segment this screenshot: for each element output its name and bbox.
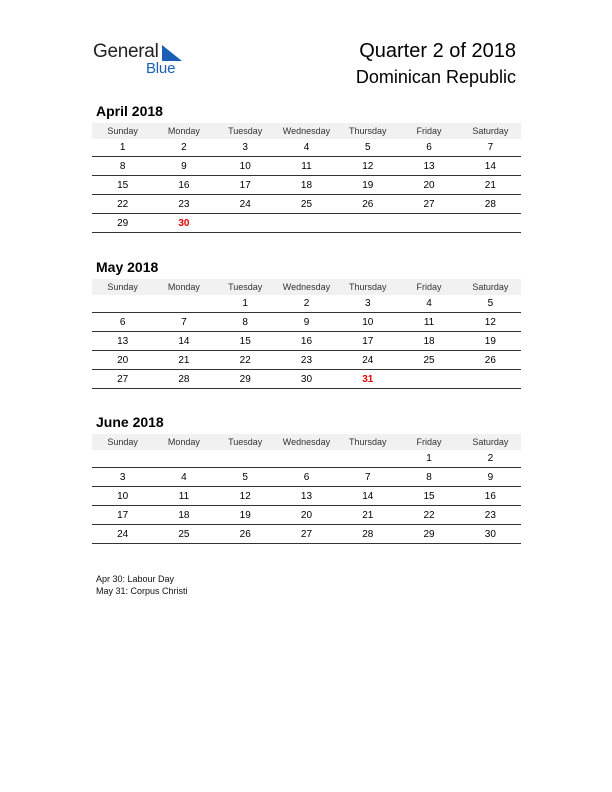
date-cell: 16 <box>460 487 521 506</box>
month-calendar-april <box>92 103 521 233</box>
date-cell: 16 <box>276 332 337 351</box>
date-cell: 3 <box>337 295 398 313</box>
date-cell: 11 <box>398 313 459 332</box>
date-cell: 10 <box>337 313 398 332</box>
weekday-label: Friday <box>398 123 459 139</box>
date-cell: 23 <box>153 195 214 214</box>
holiday-date-cell: 30 <box>153 214 214 233</box>
date-cell: 4 <box>153 468 214 487</box>
date-cell: 14 <box>153 332 214 351</box>
calendar-weeks <box>92 139 521 233</box>
date-cell: 18 <box>276 176 337 195</box>
date-cell: 29 <box>92 214 153 233</box>
week-row <box>92 370 521 389</box>
brand-logo <box>93 41 193 81</box>
date-cell: 7 <box>337 468 398 487</box>
empty-cell <box>276 214 337 233</box>
weekday-header-row <box>92 123 521 139</box>
date-cell: 11 <box>153 487 214 506</box>
month-title: May 2018 <box>96 259 159 275</box>
date-cell: 18 <box>398 332 459 351</box>
weekday-label: Wednesday <box>276 123 337 139</box>
date-cell: 19 <box>460 332 521 351</box>
date-cell: 9 <box>460 468 521 487</box>
week-row <box>92 176 521 195</box>
date-cell: 13 <box>92 332 153 351</box>
date-cell: 27 <box>92 370 153 389</box>
weekday-label: Thursday <box>337 279 398 295</box>
date-cell: 10 <box>215 157 276 176</box>
date-cell: 29 <box>398 525 459 544</box>
date-cell: 22 <box>398 506 459 525</box>
date-cell: 20 <box>398 176 459 195</box>
calendar-weeks <box>92 295 521 389</box>
date-cell: 6 <box>92 313 153 332</box>
date-cell: 28 <box>460 195 521 214</box>
date-cell: 30 <box>276 370 337 389</box>
date-cell: 6 <box>398 139 459 157</box>
date-cell: 28 <box>337 525 398 544</box>
date-cell: 9 <box>153 157 214 176</box>
weekday-label: Thursday <box>337 123 398 139</box>
calendar-table <box>92 279 521 389</box>
week-row <box>92 351 521 370</box>
date-cell: 2 <box>276 295 337 313</box>
weekday-label: Saturday <box>460 434 521 450</box>
country-name: Dominican Republic <box>355 67 516 87</box>
week-row <box>92 487 521 506</box>
month-calendar-may <box>92 259 521 389</box>
date-cell: 1 <box>398 450 459 468</box>
weekday-label: Monday <box>153 434 214 450</box>
date-cell: 15 <box>92 176 153 195</box>
week-row <box>92 506 521 525</box>
date-cell: 9 <box>276 313 337 332</box>
empty-cell <box>398 370 459 389</box>
weekday-label: Sunday <box>92 434 153 450</box>
empty-cell <box>337 214 398 233</box>
date-cell: 19 <box>337 176 398 195</box>
empty-cell <box>337 450 398 468</box>
date-cell: 18 <box>153 506 214 525</box>
empty-cell <box>92 450 153 468</box>
weekday-label: Tuesday <box>215 434 276 450</box>
empty-cell <box>460 370 521 389</box>
date-cell: 21 <box>153 351 214 370</box>
empty-cell <box>92 295 153 313</box>
date-cell: 28 <box>153 370 214 389</box>
weekday-label: Sunday <box>92 279 153 295</box>
calendar-weeks <box>92 450 521 544</box>
weekday-label: Friday <box>398 434 459 450</box>
holiday-note: Apr 30: Labour Day <box>96 574 175 584</box>
date-cell: 11 <box>276 157 337 176</box>
weekday-label: Thursday <box>337 434 398 450</box>
date-cell: 20 <box>276 506 337 525</box>
date-cell: 7 <box>460 139 521 157</box>
date-cell: 3 <box>92 468 153 487</box>
date-cell: 5 <box>337 139 398 157</box>
date-cell: 12 <box>215 487 276 506</box>
month-title: April 2018 <box>96 103 163 119</box>
weekday-label: Tuesday <box>215 279 276 295</box>
date-cell: 26 <box>337 195 398 214</box>
date-cell: 22 <box>215 351 276 370</box>
date-cell: 17 <box>92 506 153 525</box>
month-calendar-june <box>92 414 521 544</box>
logo-text-general: General <box>93 41 159 62</box>
week-row <box>92 195 521 214</box>
empty-cell <box>215 450 276 468</box>
date-cell: 6 <box>276 468 337 487</box>
date-cell: 25 <box>398 351 459 370</box>
date-cell: 2 <box>153 139 214 157</box>
logo-text-blue: Blue <box>146 60 176 77</box>
date-cell: 5 <box>460 295 521 313</box>
weekday-label: Sunday <box>92 123 153 139</box>
weekday-header-row <box>92 279 521 295</box>
date-cell: 2 <box>460 450 521 468</box>
empty-cell <box>153 295 214 313</box>
date-cell: 25 <box>153 525 214 544</box>
empty-cell <box>460 214 521 233</box>
date-cell: 23 <box>460 506 521 525</box>
date-cell: 26 <box>460 351 521 370</box>
weekday-label: Wednesday <box>276 434 337 450</box>
date-cell: 8 <box>92 157 153 176</box>
week-row <box>92 139 521 157</box>
week-row <box>92 332 521 351</box>
week-row <box>92 157 521 176</box>
date-cell: 21 <box>337 506 398 525</box>
date-cell: 20 <box>92 351 153 370</box>
weekday-label: Wednesday <box>276 279 337 295</box>
date-cell: 4 <box>398 295 459 313</box>
date-cell: 7 <box>153 313 214 332</box>
calendar-table <box>92 434 521 544</box>
date-cell: 26 <box>215 525 276 544</box>
empty-cell <box>153 450 214 468</box>
date-cell: 25 <box>276 195 337 214</box>
date-cell: 3 <box>215 139 276 157</box>
date-cell: 23 <box>276 351 337 370</box>
holiday-notes <box>96 573 188 597</box>
date-cell: 13 <box>276 487 337 506</box>
week-row <box>92 214 521 233</box>
date-cell: 1 <box>215 295 276 313</box>
date-cell: 15 <box>215 332 276 351</box>
empty-cell <box>398 214 459 233</box>
date-cell: 10 <box>92 487 153 506</box>
date-cell: 1 <box>92 139 153 157</box>
date-cell: 12 <box>337 157 398 176</box>
date-cell: 17 <box>215 176 276 195</box>
date-cell: 15 <box>398 487 459 506</box>
date-cell: 12 <box>460 313 521 332</box>
date-cell: 4 <box>276 139 337 157</box>
calendar-table <box>92 123 521 233</box>
weekday-label: Friday <box>398 279 459 295</box>
date-cell: 29 <box>215 370 276 389</box>
date-cell: 8 <box>398 468 459 487</box>
page-title: Quarter 2 of 2018 <box>359 40 516 62</box>
holiday-note: May 31: Corpus Christi <box>96 586 188 596</box>
weekday-header-row <box>92 434 521 450</box>
date-cell: 24 <box>337 351 398 370</box>
weekday-label: Monday <box>153 279 214 295</box>
week-row <box>92 450 521 468</box>
empty-cell <box>276 450 337 468</box>
date-cell: 24 <box>215 195 276 214</box>
holiday-date-cell: 31 <box>337 370 398 389</box>
date-cell: 30 <box>460 525 521 544</box>
date-cell: 14 <box>460 157 521 176</box>
date-cell: 19 <box>215 506 276 525</box>
week-row <box>92 295 521 313</box>
weekday-label: Saturday <box>460 279 521 295</box>
empty-cell <box>215 214 276 233</box>
weekday-label: Saturday <box>460 123 521 139</box>
month-title: June 2018 <box>96 414 164 430</box>
date-cell: 14 <box>337 487 398 506</box>
date-cell: 17 <box>337 332 398 351</box>
week-row <box>92 313 521 332</box>
weekday-label: Tuesday <box>215 123 276 139</box>
date-cell: 27 <box>398 195 459 214</box>
week-row <box>92 525 521 544</box>
date-cell: 24 <box>92 525 153 544</box>
date-cell: 13 <box>398 157 459 176</box>
date-cell: 8 <box>215 313 276 332</box>
flag-icon <box>162 45 182 61</box>
date-cell: 27 <box>276 525 337 544</box>
date-cell: 16 <box>153 176 214 195</box>
date-cell: 22 <box>92 195 153 214</box>
date-cell: 5 <box>215 468 276 487</box>
weekday-label: Monday <box>153 123 214 139</box>
date-cell: 21 <box>460 176 521 195</box>
week-row <box>92 468 521 487</box>
